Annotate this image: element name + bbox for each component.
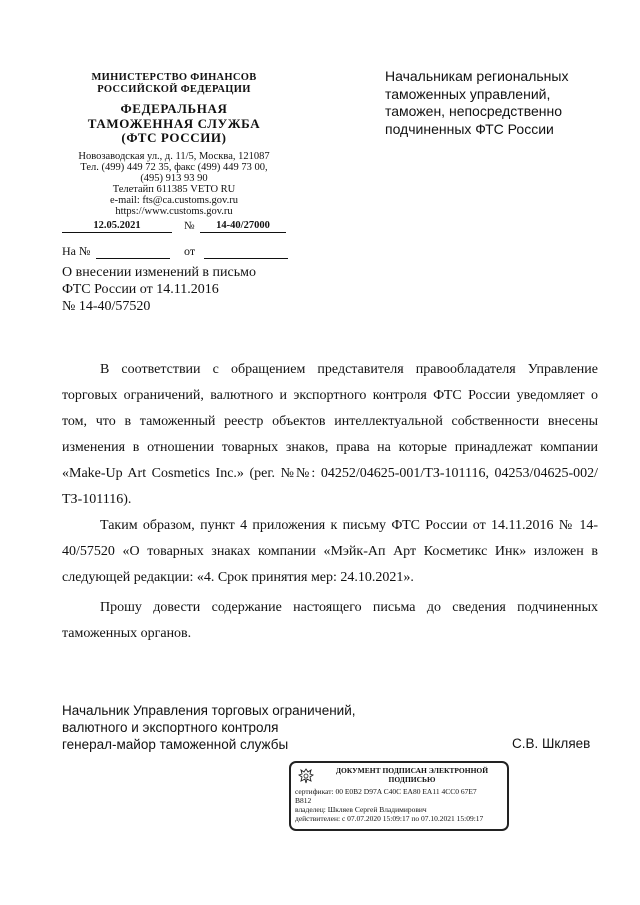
signer-position-line-3: генерал-майор таможенной службы [62, 737, 289, 752]
body-paragraph-2: Таким образом, пункт 4 приложения к письму ФТС России от 14.11.2016 № 14-40/57520 «О товарных знаках компании «Мэйк-Ап Арт Косметикс Инк» изложен в следующей редакции: «4. Срок принятия мер: 24.10.2021». [62, 518, 598, 585]
contact-block [58, 151, 290, 217]
addressee-line-1: Начальникам региональных [385, 68, 569, 84]
stamp-owner: владелец: Шкляев Сергей Владимирович [295, 805, 427, 814]
ministry-line-1: МИНИСТЕРСТВО ФИНАНСОВ [91, 72, 257, 83]
subject-block [62, 264, 256, 315]
stamp-title-line-2: ПОДПИСЬЮ [388, 775, 436, 784]
stamp-title-line-1: ДОКУМЕНТ ПОДПИСАН ЭЛЕКТРОННОЙ [335, 766, 489, 775]
stamp-certificate-line-2: B812 [295, 796, 312, 805]
subject-line-3: № 14-40/57520 [62, 299, 151, 314]
body-paragraph-1: В соответствии с обращением представителя правообладателя Управление торговых ограничений, валютного и экспортного контроля ФТС России уведомляет о том, что в таможенный реестр объектов интеллектуальной собственности внесены изменения в отношении товарных знаков, права на которые принадлежат компании «Make-Up Art Cosmetics Inc.» (рег. №№: 04252/04625-001/ТЗ-101116, 04253/04625-002/ТЗ-101116). [62, 362, 598, 507]
subject-line-1: О внесении изменений в письмо [62, 265, 256, 280]
document-number: 14-40/27000 [200, 220, 286, 233]
service-line-1: ФЕДЕРАЛЬНАЯ [120, 101, 228, 116]
addressee-line-3: таможен, непосредственно [385, 103, 563, 119]
stamp-certificate-line-1: сертификат: 00 E0B2 D97A C40C EA80 EA11 4CC0 67E7 [295, 787, 477, 796]
website-link[interactable]: https://www.customs.gov.ru [115, 206, 233, 217]
ministry-line-2: РОССИЙСКОЙ ФЕДЕРАЦИИ [97, 84, 251, 95]
address-line-1: Новозаводская ул., д. 11/5, Москва, 121087 [78, 151, 270, 162]
stamp-title [319, 766, 505, 784]
signer-position [62, 702, 356, 753]
service-name [58, 102, 290, 146]
service-line-2: ТАМОЖЕННАЯ СЛУЖБА [87, 115, 261, 131]
signer-position-line-1: Начальник Управления торговых ограничений, [62, 703, 356, 718]
ref-date-blank [204, 258, 288, 259]
ref-label: На № [62, 244, 91, 258]
signer-name: С.В. Шкляев [512, 736, 591, 751]
teletype: Телетайп 611385 VETO RU [112, 184, 236, 195]
addressee-line-2: таможенных управлений, [385, 85, 551, 102]
coat-of-arms-icon [297, 767, 315, 785]
document-date: 12.05.2021 [62, 220, 172, 233]
email-link[interactable]: e-mail: fts@ca.customs.gov.ru [110, 195, 238, 206]
ministry-name [58, 72, 290, 96]
subject-line-2: ФТС России от 14.11.2016 [62, 282, 219, 297]
ref-number-blank [96, 258, 170, 259]
stamp-details [295, 787, 505, 823]
address-line-2: Тел. (499) 449 72 35, факс (499) 449 73 00, [80, 162, 268, 173]
number-label: № [184, 220, 195, 232]
e-signature-stamp [289, 761, 509, 831]
body-paragraph-3: Прошу довести содержание настоящего письма до сведения подчиненных таможенных органов. [62, 600, 598, 641]
signer-position-line-2: валютного и экспортного контроля [62, 720, 279, 735]
service-line-3: (ФТС РОССИИ) [121, 130, 227, 145]
addressee-line-4: подчиненных ФТС России [385, 120, 554, 137]
from-label: от [184, 244, 196, 258]
stamp-validity: действителен: с 07.07.2020 15:09:17 по 07.10.2021 15:09:17 [295, 814, 484, 823]
addressee-block [385, 68, 568, 138]
address-line-3: (495) 913 93 90 [140, 173, 208, 184]
